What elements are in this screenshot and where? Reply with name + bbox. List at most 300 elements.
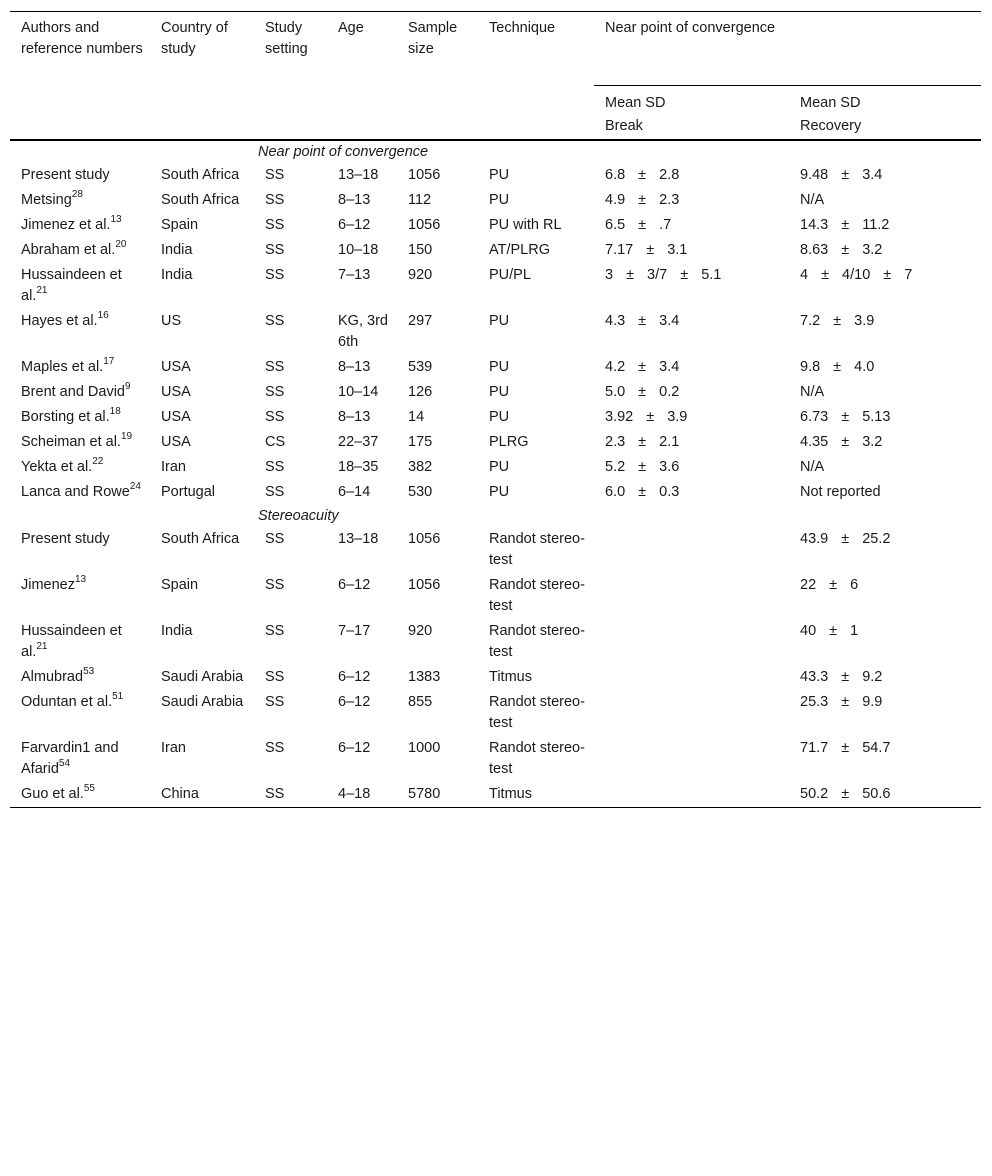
- cell-author: [10, 213, 150, 238]
- cell-technique: Randot stereo-test: [489, 740, 585, 777]
- cell-break: [594, 238, 789, 263]
- plus-minus-sign: ±: [638, 459, 647, 475]
- cell-setting: SS: [265, 740, 285, 756]
- value-part: 25.3: [800, 694, 829, 710]
- cell-setting: SS: [265, 359, 285, 375]
- cell-break: [594, 430, 789, 455]
- comparison-table-container: [10, 11, 981, 808]
- value-part: 7.2: [800, 313, 821, 329]
- cell-sample: 150: [408, 242, 433, 258]
- cell-technique: PLRG: [489, 434, 529, 450]
- reference-number: 21: [36, 641, 48, 653]
- cell-setting: SS: [265, 217, 285, 233]
- table-row: [10, 430, 981, 455]
- header-npc: Near point of convergence: [594, 12, 981, 86]
- cell-author: [10, 665, 150, 690]
- value-part: 4.9: [605, 192, 626, 208]
- comparison-table: [10, 11, 981, 808]
- cell-author: [10, 782, 150, 808]
- cell-technique: PU: [489, 409, 510, 425]
- author-name: Almubrad: [21, 669, 84, 685]
- plus-minus-sign: ±: [841, 242, 850, 258]
- cell-break: [594, 355, 789, 380]
- cell-recovery: [789, 263, 981, 309]
- reference-number: 22: [92, 456, 104, 468]
- cell-age: 10–18: [338, 242, 379, 258]
- cell-age: 8–13: [338, 409, 371, 425]
- table-row: [10, 355, 981, 380]
- reference-number: 53: [83, 666, 95, 678]
- cell-author: [10, 309, 150, 355]
- cell-setting: CS: [265, 434, 286, 450]
- cell-author: [10, 736, 150, 782]
- plus-minus-sign: ±: [841, 409, 850, 425]
- header-technique: Technique: [478, 12, 594, 141]
- plus-minus-sign: ±: [841, 434, 850, 450]
- cell-break: [594, 690, 789, 736]
- value-part: 6.0: [605, 484, 626, 500]
- value-part: 4/10: [842, 267, 871, 283]
- header-sample-size: Sample size: [397, 12, 478, 141]
- cell-age: 22–37: [338, 434, 379, 450]
- cell-age: 6–12: [338, 577, 371, 593]
- cell-break: [594, 380, 789, 405]
- value-part: .7: [659, 217, 672, 233]
- cell-technique: Titmus: [489, 786, 532, 802]
- cell-break: [594, 188, 789, 213]
- value-part: N/A: [800, 384, 825, 400]
- cell-technique: Randot stereo-test: [489, 623, 585, 660]
- value-part: 71.7: [800, 740, 829, 756]
- cell-author: [10, 188, 150, 213]
- author-name: Brent and David: [21, 384, 125, 400]
- plus-minus-sign: ±: [829, 623, 838, 639]
- author-name: Present study: [21, 167, 110, 183]
- cell-country: South Africa: [161, 531, 240, 547]
- author-name: Yekta et al.: [21, 459, 93, 475]
- cell-setting: SS: [265, 167, 285, 183]
- author-name: Guo et al.: [21, 786, 84, 802]
- cell-age: 18–35: [338, 459, 379, 475]
- value-part: 54.7: [862, 740, 891, 756]
- author-name: Oduntan et al.: [21, 694, 113, 710]
- cell-country: Saudi Arabia: [161, 669, 244, 685]
- plus-minus-sign: ±: [883, 267, 892, 283]
- cell-sample: 530: [408, 484, 433, 500]
- cell-country: China: [161, 786, 199, 802]
- cell-recovery: [789, 405, 981, 430]
- header-authors: Authors and reference numbers: [10, 12, 150, 141]
- table-row: [10, 380, 981, 405]
- reference-number: 21: [36, 285, 48, 297]
- cell-technique: Randot stereo-test: [489, 531, 585, 568]
- cell-country: Spain: [161, 577, 199, 593]
- plus-minus-sign: ±: [841, 217, 850, 233]
- reference-number: 55: [83, 783, 95, 795]
- plus-minus-sign: ±: [841, 786, 850, 802]
- value-part: 2.3: [659, 192, 680, 208]
- section-label: Stereoacuity: [258, 508, 339, 524]
- cell-recovery: [789, 527, 981, 573]
- value-part: 43.3: [800, 669, 829, 685]
- cell-break: [594, 480, 789, 505]
- cell-country: USA: [161, 359, 191, 375]
- table-row: [10, 405, 981, 430]
- table-row: [10, 213, 981, 238]
- cell-age: 6–14: [338, 484, 371, 500]
- value-part: 7.17: [605, 242, 634, 258]
- value-part: 6: [850, 577, 859, 593]
- cell-break: [594, 619, 789, 665]
- cell-age: 6–12: [338, 217, 371, 233]
- cell-sample: 382: [408, 459, 433, 475]
- table-row: [10, 619, 981, 665]
- cell-break: [594, 213, 789, 238]
- cell-sample: 175: [408, 434, 433, 450]
- cell-break: [594, 455, 789, 480]
- cell-setting: SS: [265, 484, 285, 500]
- plus-minus-sign: ±: [638, 384, 647, 400]
- cell-sample: 1000: [408, 740, 441, 756]
- cell-country: Iran: [161, 740, 186, 756]
- reference-number: 28: [71, 189, 83, 201]
- plus-minus-sign: ±: [646, 409, 655, 425]
- author-name: Maples et al.: [21, 359, 104, 375]
- plus-minus-sign: ±: [841, 669, 850, 685]
- section-spacer: [10, 505, 254, 527]
- plus-minus-sign: ±: [638, 359, 647, 375]
- value-part: 4.0: [854, 359, 875, 375]
- section-spacer: [10, 140, 254, 163]
- header-break: Break: [594, 114, 789, 140]
- cell-country: India: [161, 242, 193, 258]
- cell-country: Spain: [161, 217, 199, 233]
- cell-sample: 920: [408, 267, 433, 283]
- plus-minus-sign: ±: [638, 484, 647, 500]
- author-name: Hussaindeen et al.: [21, 623, 122, 660]
- value-part: 5.2: [605, 459, 626, 475]
- cell-recovery: [789, 213, 981, 238]
- value-part: 7: [904, 267, 913, 283]
- cell-break: [594, 573, 789, 619]
- cell-country: US: [161, 313, 182, 329]
- header-mean-sd-recovery: Mean SD: [800, 95, 861, 111]
- value-part: 0.2: [659, 384, 680, 400]
- author-name: Jimenez: [21, 577, 75, 593]
- cell-technique: Titmus: [489, 669, 532, 685]
- cell-recovery: [789, 188, 981, 213]
- value-part: 6.5: [605, 217, 626, 233]
- header-recovery: Recovery: [789, 114, 981, 140]
- reference-number: 17: [103, 356, 115, 368]
- cell-sample: 112: [408, 192, 432, 208]
- cell-technique: PU: [489, 459, 510, 475]
- cell-recovery: [789, 665, 981, 690]
- cell-recovery: [789, 480, 981, 505]
- author-name: Lanca and Rowe: [21, 484, 130, 500]
- plus-minus-sign: ±: [829, 577, 838, 593]
- table-row: [10, 238, 981, 263]
- cell-break: [594, 665, 789, 690]
- value-part: 9.48: [800, 167, 829, 183]
- plus-minus-sign: ±: [821, 267, 830, 283]
- plus-minus-sign: ±: [638, 217, 647, 233]
- reference-number: 24: [129, 481, 141, 493]
- value-part: 3.9: [854, 313, 875, 329]
- plus-minus-sign: ±: [833, 359, 842, 375]
- value-part: 3/7: [647, 267, 668, 283]
- reference-number: 54: [58, 758, 71, 770]
- cell-author: [10, 380, 150, 405]
- value-part: 4.2: [605, 359, 626, 375]
- value-part: 43.9: [800, 531, 829, 547]
- cell-country: USA: [161, 409, 191, 425]
- header-setting: Study setting: [254, 12, 327, 141]
- author-name: Jimenez et al.: [21, 217, 111, 233]
- plus-minus-sign: ±: [638, 167, 647, 183]
- table-header: [10, 12, 981, 141]
- cell-age: 6–12: [338, 740, 371, 756]
- cell-country: Portugal: [161, 484, 216, 500]
- cell-break: [594, 527, 789, 573]
- value-part: N/A: [800, 459, 825, 475]
- cell-break: [594, 736, 789, 782]
- cell-age: 10–14: [338, 384, 379, 400]
- cell-technique: Randot stereo-test: [489, 577, 585, 614]
- cell-break: [594, 263, 789, 309]
- cell-sample: 1056: [408, 577, 441, 593]
- cell-country: Iran: [161, 459, 186, 475]
- plus-minus-sign: ±: [841, 694, 850, 710]
- author-name: Present study: [21, 531, 110, 547]
- value-part: 3.9: [667, 409, 688, 425]
- cell-author: [10, 690, 150, 736]
- value-part: 5.1: [701, 267, 722, 283]
- cell-author: [10, 263, 150, 309]
- cell-setting: SS: [265, 623, 285, 639]
- table-row: [10, 163, 981, 188]
- cell-age: 13–18: [338, 167, 379, 183]
- cell-author: [10, 573, 150, 619]
- value-part: 4: [800, 267, 809, 283]
- plus-minus-sign: ±: [680, 267, 689, 283]
- value-part: 3.6: [659, 459, 680, 475]
- cell-recovery: [789, 782, 981, 808]
- cell-recovery: [789, 619, 981, 665]
- value-part: 5.13: [862, 409, 891, 425]
- table-row: [10, 736, 981, 782]
- cell-author: [10, 355, 150, 380]
- value-part: 50.2: [800, 786, 829, 802]
- table-row: [10, 455, 981, 480]
- cell-break: [594, 782, 789, 808]
- cell-sample: 297: [408, 313, 433, 329]
- cell-setting: SS: [265, 694, 285, 710]
- cell-setting: SS: [265, 531, 285, 547]
- value-part: 5.0: [605, 384, 626, 400]
- author-name: Farvardin1 and Afarid: [21, 740, 119, 777]
- reference-number: 19: [120, 431, 133, 443]
- cell-sample: 1383: [408, 669, 441, 685]
- value-part: 2.8: [659, 167, 680, 183]
- cell-country: India: [161, 267, 193, 283]
- cell-age: 4–18: [338, 786, 371, 802]
- plus-minus-sign: ±: [626, 267, 635, 283]
- table-row: [10, 527, 981, 573]
- header-age: Age: [327, 12, 397, 141]
- cell-setting: SS: [265, 409, 285, 425]
- cell-country: India: [161, 623, 193, 639]
- reference-number: 13: [75, 574, 87, 586]
- value-part: 2.1: [659, 434, 680, 450]
- reference-number: 9: [124, 381, 131, 393]
- cell-author: [10, 238, 150, 263]
- cell-recovery: [789, 430, 981, 455]
- cell-author: [10, 527, 150, 573]
- author-name: Abraham et al.: [21, 242, 116, 258]
- cell-sample: 1056: [408, 167, 441, 183]
- plus-minus-sign: ±: [841, 167, 850, 183]
- value-part: 4.3: [605, 313, 626, 329]
- author-name: Metsing: [21, 192, 72, 208]
- cell-technique: PU: [489, 359, 510, 375]
- value-part: 3.1: [667, 242, 688, 258]
- cell-technique: PU: [489, 192, 510, 208]
- cell-setting: SS: [265, 242, 285, 258]
- value-part: 3.2: [862, 242, 883, 258]
- plus-minus-sign: ±: [833, 313, 842, 329]
- cell-age: 7–17: [338, 623, 371, 639]
- cell-age: 8–13: [338, 359, 371, 375]
- cell-setting: SS: [265, 384, 285, 400]
- value-part: 14.3: [800, 217, 829, 233]
- cell-technique: PU/PL: [489, 267, 531, 283]
- table-row: [10, 665, 981, 690]
- table-row: [10, 690, 981, 736]
- plus-minus-sign: ±: [638, 434, 647, 450]
- value-part: 3.92: [605, 409, 634, 425]
- table-row: [10, 188, 981, 213]
- value-part: 25.2: [862, 531, 891, 547]
- value-part: 40: [800, 623, 817, 639]
- value-part: 2.3: [605, 434, 626, 450]
- author-name: Hussaindeen et al.: [21, 267, 122, 304]
- value-part: 6.73: [800, 409, 829, 425]
- value-part: 1: [850, 623, 859, 639]
- cell-sample: 1056: [408, 217, 441, 233]
- plus-minus-sign: ±: [638, 313, 647, 329]
- header-country: Country of study: [150, 12, 254, 141]
- cell-country: South Africa: [161, 192, 240, 208]
- value-part: Not reported: [800, 484, 881, 500]
- section-npc: [10, 140, 981, 163]
- reference-number: 13: [110, 214, 122, 226]
- cell-recovery: [789, 690, 981, 736]
- cell-author: [10, 405, 150, 430]
- value-part: 4.35: [800, 434, 829, 450]
- cell-sample: 1056: [408, 531, 441, 547]
- value-part: 6.8: [605, 167, 626, 183]
- cell-recovery: [789, 380, 981, 405]
- cell-setting: SS: [265, 786, 285, 802]
- cell-country: Saudi Arabia: [161, 694, 244, 710]
- section-stereoacuity: [10, 505, 981, 527]
- header-mean-sd-break: Mean SD: [605, 95, 666, 111]
- value-part: 3: [605, 267, 614, 283]
- table-row: [10, 782, 981, 808]
- cell-author: [10, 163, 150, 188]
- value-part: 9.9: [862, 694, 883, 710]
- cell-age: 7–13: [338, 267, 371, 283]
- cell-recovery: [789, 238, 981, 263]
- section-label: Near point of convergence: [258, 144, 429, 160]
- cell-setting: SS: [265, 459, 285, 475]
- cell-recovery: [789, 736, 981, 782]
- value-part: 3.4: [659, 359, 680, 375]
- plus-minus-sign: ±: [638, 192, 647, 208]
- cell-technique: PU: [489, 384, 510, 400]
- value-part: 3.4: [659, 313, 680, 329]
- table-body: [10, 140, 981, 808]
- cell-technique: PU: [489, 484, 510, 500]
- table-row: [10, 309, 981, 355]
- author-name: Scheiman et al.: [21, 434, 121, 450]
- value-part: N/A: [800, 192, 825, 208]
- cell-setting: SS: [265, 267, 285, 283]
- cell-sample: 126: [408, 384, 433, 400]
- reference-number: 16: [97, 310, 109, 322]
- cell-country: USA: [161, 384, 191, 400]
- plus-minus-sign: ±: [646, 242, 655, 258]
- cell-age: 13–18: [338, 531, 379, 547]
- cell-author: [10, 430, 150, 455]
- value-part: 11.2: [862, 217, 890, 233]
- cell-technique: Randot stereo-test: [489, 694, 585, 731]
- cell-technique: PU: [489, 167, 510, 183]
- table-row: [10, 480, 981, 505]
- cell-break: [594, 405, 789, 430]
- cell-age: 6–12: [338, 694, 371, 710]
- value-part: 8.63: [800, 242, 829, 258]
- value-part: 22: [800, 577, 817, 593]
- reference-number: 20: [115, 239, 127, 251]
- table-row: [10, 573, 981, 619]
- cell-sample: 14: [408, 409, 425, 425]
- cell-recovery: [789, 355, 981, 380]
- cell-recovery: [789, 573, 981, 619]
- value-part: 9.8: [800, 359, 821, 375]
- cell-sample: 855: [408, 694, 433, 710]
- value-part: 3.4: [862, 167, 883, 183]
- cell-setting: SS: [265, 192, 285, 208]
- cell-sample: 920: [408, 623, 433, 639]
- cell-country: USA: [161, 434, 191, 450]
- cell-country: South Africa: [161, 167, 240, 183]
- cell-sample: 5780: [408, 786, 441, 802]
- cell-author: [10, 455, 150, 480]
- cell-sample: 539: [408, 359, 433, 375]
- plus-minus-sign: ±: [841, 740, 850, 756]
- author-name: Hayes et al.: [21, 313, 98, 329]
- cell-author: [10, 619, 150, 665]
- cell-setting: SS: [265, 669, 285, 685]
- cell-age: 8–13: [338, 192, 371, 208]
- reference-number: 51: [112, 691, 124, 703]
- cell-age: KG, 3rd 6th: [338, 313, 388, 350]
- cell-technique: PU: [489, 313, 510, 329]
- value-part: 50.6: [862, 786, 891, 802]
- reference-number: 18: [109, 406, 121, 418]
